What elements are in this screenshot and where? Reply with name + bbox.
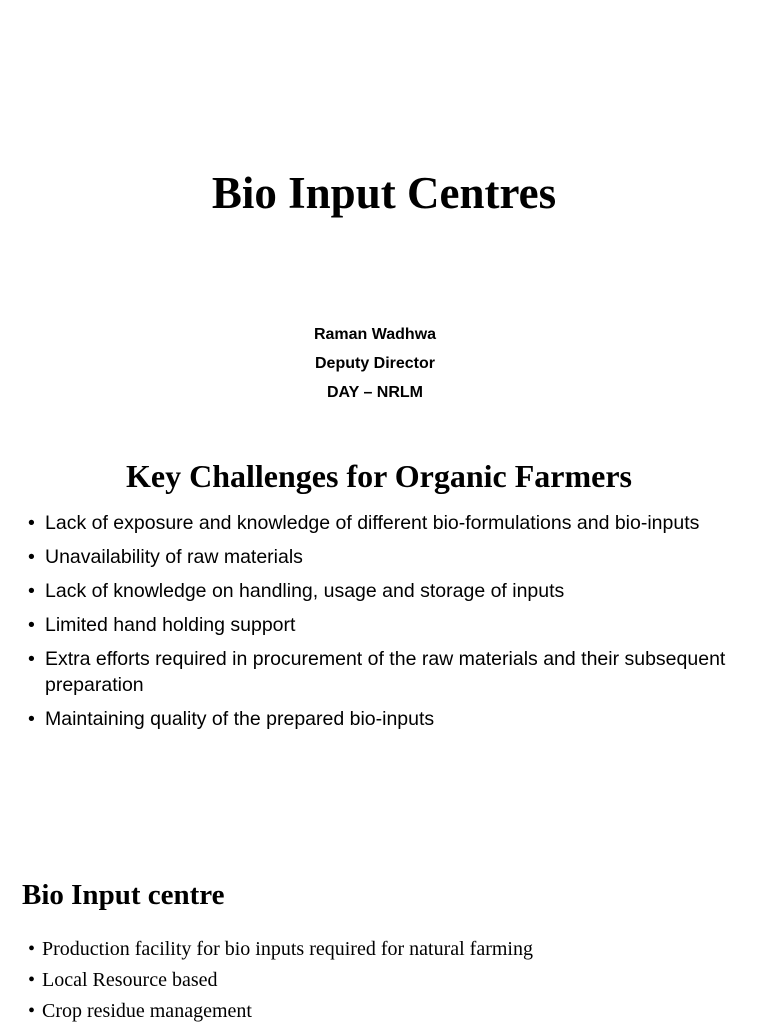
challenges-heading: Key Challenges for Organic Farmers — [126, 458, 632, 494]
centre-item: • Local Resource based — [28, 965, 728, 996]
challenges-list — [28, 510, 728, 740]
presenter-role: Deputy Director — [314, 355, 436, 372]
bio-input-centre-list — [28, 934, 728, 1027]
challenge-item: • Limited hand holding support — [28, 612, 728, 638]
presenter-organization: DAY – NRLM — [326, 384, 424, 401]
challenge-item: • Lack of knowledge on handling, usage and storage of inputs — [28, 578, 728, 604]
challenge-item: • Lack of exposure and knowledge of different bio-formulations and bio-inputs — [28, 510, 728, 536]
challenge-item: • Unavailability of raw materials — [28, 544, 728, 570]
centre-item: • Production facility for bio inputs required for natural farming — [28, 934, 728, 965]
slide-title: Bio Input Centres — [211, 168, 557, 218]
presenter-name: Raman Wadhwa — [313, 326, 437, 343]
challenge-item: • Maintaining quality of the prepared bio-inputs — [28, 706, 728, 732]
centre-item: • Crop residue management — [28, 996, 728, 1027]
presenter-block — [0, 320, 750, 407]
challenge-item: • Extra efforts required in procurement of the raw materials and their subsequent preparation — [28, 646, 728, 698]
bio-input-centre-heading: Bio Input centre — [22, 879, 225, 911]
